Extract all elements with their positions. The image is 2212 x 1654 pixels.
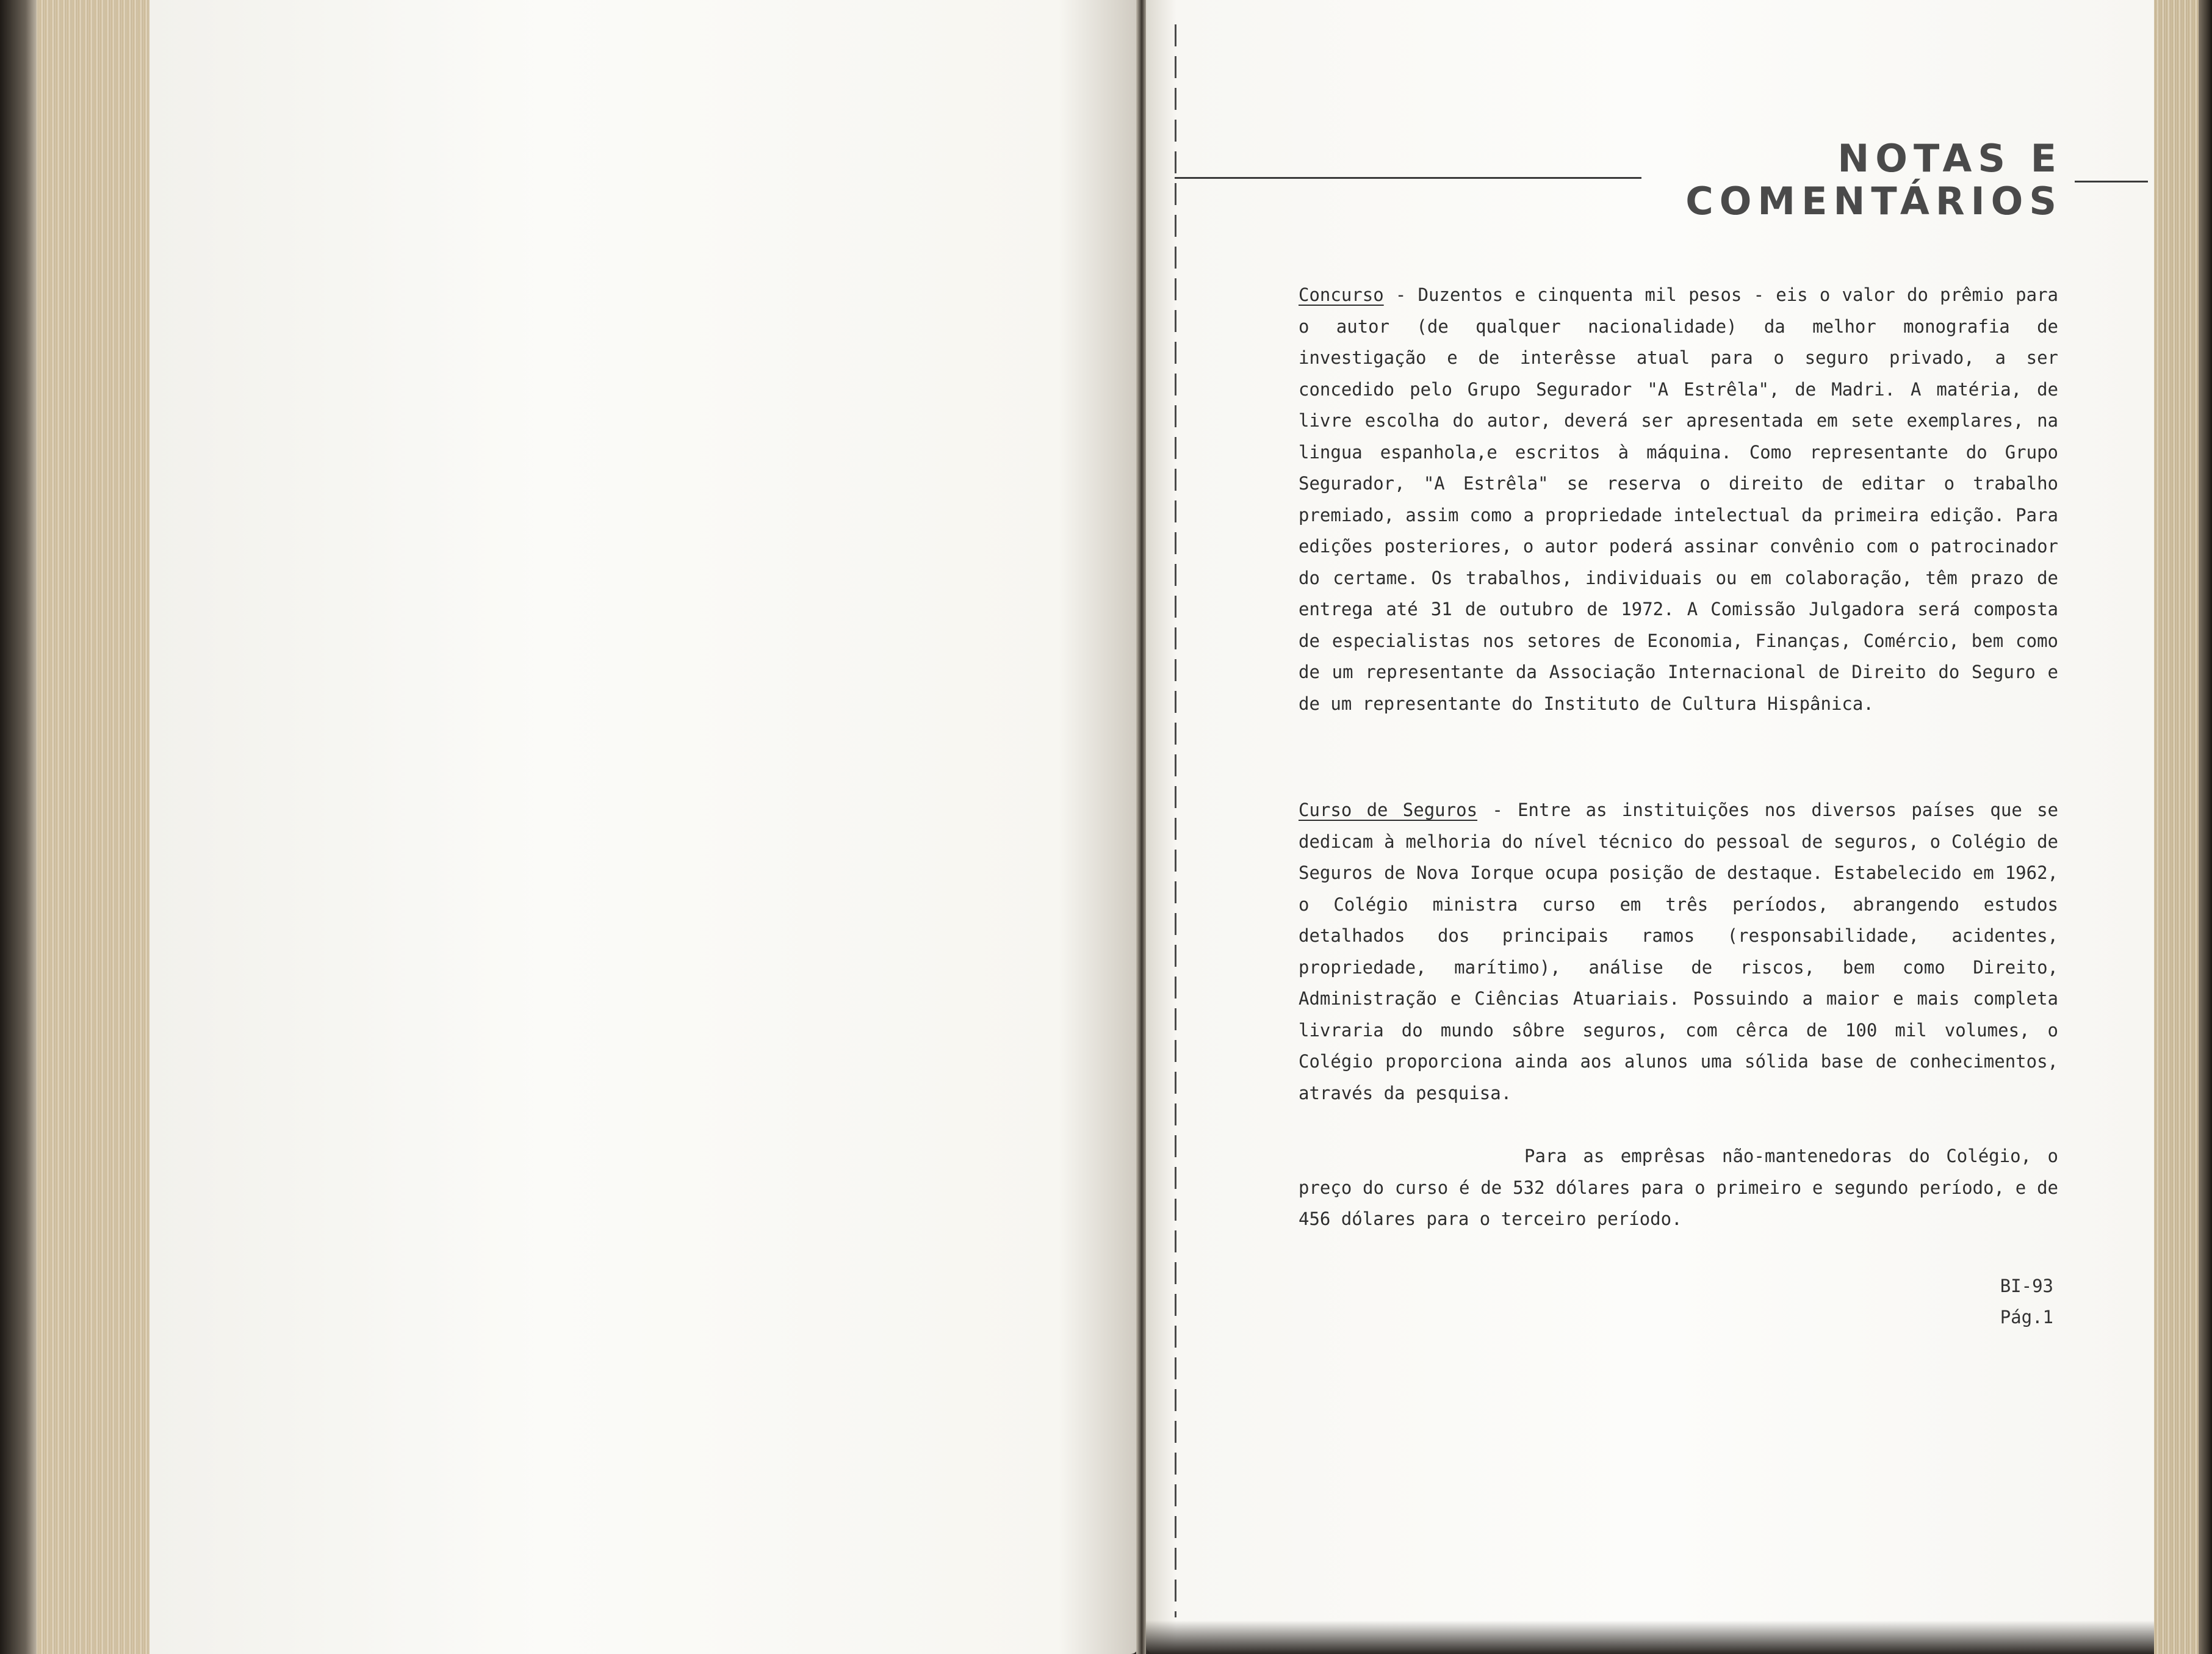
blank-left-page — [150, 0, 1138, 1654]
heading-line-1: NOTAS E — [1837, 136, 2062, 181]
book-edge-left — [0, 0, 150, 1654]
bulletin-code: BI-93 — [2000, 1276, 2053, 1296]
paragraph-curso-de-seguros — [1299, 795, 2058, 1109]
paragraph-concurso — [1299, 280, 2058, 720]
paragraph-body-curso-de-seguros: - Entre as instituições nos diversos países que se dedicam à melhoria do nível técnico do pessoal de seguros, o Colégio de Seguros de Nova Iorque ocupa posição de destaque. Estabelecido em 1962, o Colégio ministra curso em três períodos, abrangendo estudos detalhados dos principais ramos (responsabilidade, acidentes, propriedade, marítimo), análise de riscos, bem como Direito, Administração e Ciências Atuariais. Possuindo a maior e mais completa livraria do mundo sôbre seguros, com cêrca de 100 mil volumes, o Colégio proporciona ainda aos alunos uma sólida base de conhecimentos, através da pesquisa. — [1299, 800, 2058, 1103]
paragraph-label-concurso: Concurso — [1299, 284, 1384, 305]
vertical-margin-rule — [1175, 24, 1176, 1617]
page-reference — [1953, 1271, 2053, 1333]
paragraph-precos: Para as emprêsas não-mantenedoras do Colégio, o preço do curso é de 532 dólares para o primeiro e segundo período, e de 456 dólares para o terceiro período. — [1299, 1146, 2058, 1229]
heading-line-2: COMENTÁRIOS — [1685, 179, 2062, 223]
heading-rule-left — [1175, 177, 1641, 179]
book-edge-right — [2154, 0, 2212, 1654]
page-bottom-shadow — [1146, 1620, 2154, 1654]
heading-rule-right — [2075, 181, 2148, 182]
section-heading — [1648, 137, 2062, 223]
page-number: Pág.1 — [2000, 1307, 2053, 1327]
paragraph-label-curso-de-seguros: Curso de Seguros — [1299, 800, 1478, 820]
paragraph-body-concurso: - Duzentos e cinquenta mil pesos - eis o valor do prêmio para o autor (de qualquer nacionalidade) da melhor monografia de investigação e de interêsse atual para o seguro privado, a ser concedido pelo Grupo Segurador "A Estrêla", de Madri. A matéria, de livre escolha do autor, deverá ser apresentada em sete exemplares, na lingua espanhola,e escritos à máquina. Como representante do Grupo Segurador, "A Estrêla" se reserva o direito de editar o trabalho premiado, assim como a propriedade intelectual da primeira edição. Para edições posteriores, o autor poderá assinar convênio com o patrocinador do certame. Os trabalhos, individuais ou em colaboração, têm prazo de entrega até 31 de outubro de 1972. A Comissão Julgadora será composta de especialistas nos setores de Economia, Finanças, Comércio, bem como de um representante da Associação Internacional de Direito do Seguro e de um representante do Instituto de Cultura Hispânica. — [1299, 284, 2058, 714]
